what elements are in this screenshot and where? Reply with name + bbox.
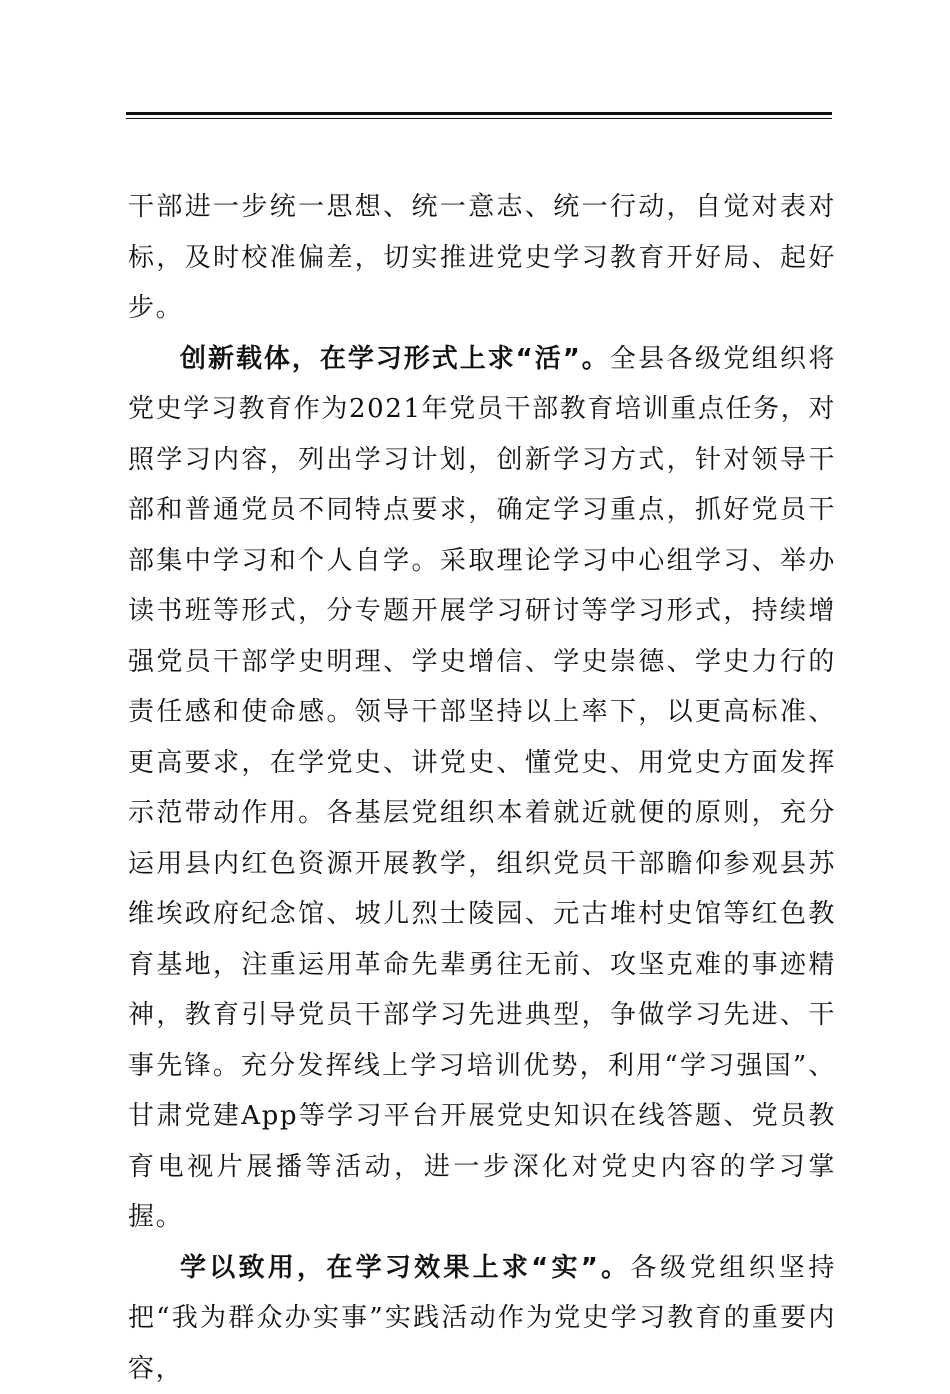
paragraph-continuation [128,182,836,334]
paragraph-application [128,1243,836,1394]
paragraph-text: 全县各级党组织将党史学习教育作为2021年党员干部教育培训重点任务，对照学习内容，列出学习计划，创新学习方式，针对领导干部和普通党员不同特点要求，确定学习重点，抓好党员干部集中学习和个人自学。采取理论学习中心组学习、举办读书班等形式，分专题开展学习研讨等学习形式，持续增强党员干部学史明理、学史增信、学史崇德、学史力行的责任感和使命感。领导干部坚持以上率下，以更高标准、更高要求，在学党史、讲党史、懂党史、用党史方面发挥示范带动作用。各基层党组织本着就近就便的原则，充分运用县内红色资源开展教学，组织党员干部瞻仰参观县苏维埃政府纪念馆、坡儿烈士陵园、元古堆村史馆等红色教育基地，注重运用革命先辈勇往无前、攻坚克难的事迹精神，教育引导党员干部学习先进典型，争做学习先进、干事先锋。充分发挥线上学习培训优势，利用“学习强国”、甘肃党建App等学习平台开展党史知识在线答题、党员教育电视片展播等活动，进一步深化对党史内容的学习掌握。 [128,344,836,1233]
document-body [128,182,836,1394]
paragraph-lead-heading: 学以致用，在学习效果上求“实”。 [180,1253,630,1283]
paragraph-text: 各级党组织坚持把“我为群众办实事”实践活动作为党史学习教育的重要内容， [128,1253,836,1384]
paragraph-innovation [128,334,836,1243]
paragraph-text: 干部进一步统一思想、统一意志、统一行动，自觉对表对标，及时校准偏差，切实推进党史学习教育开好局、起好步。 [128,192,836,323]
header-rule-thick [126,112,832,115]
header-rule-thin [126,118,832,119]
header-double-rule [126,112,832,119]
paragraph-lead-heading: 创新载体，在学习形式上求“活”。 [180,344,610,374]
